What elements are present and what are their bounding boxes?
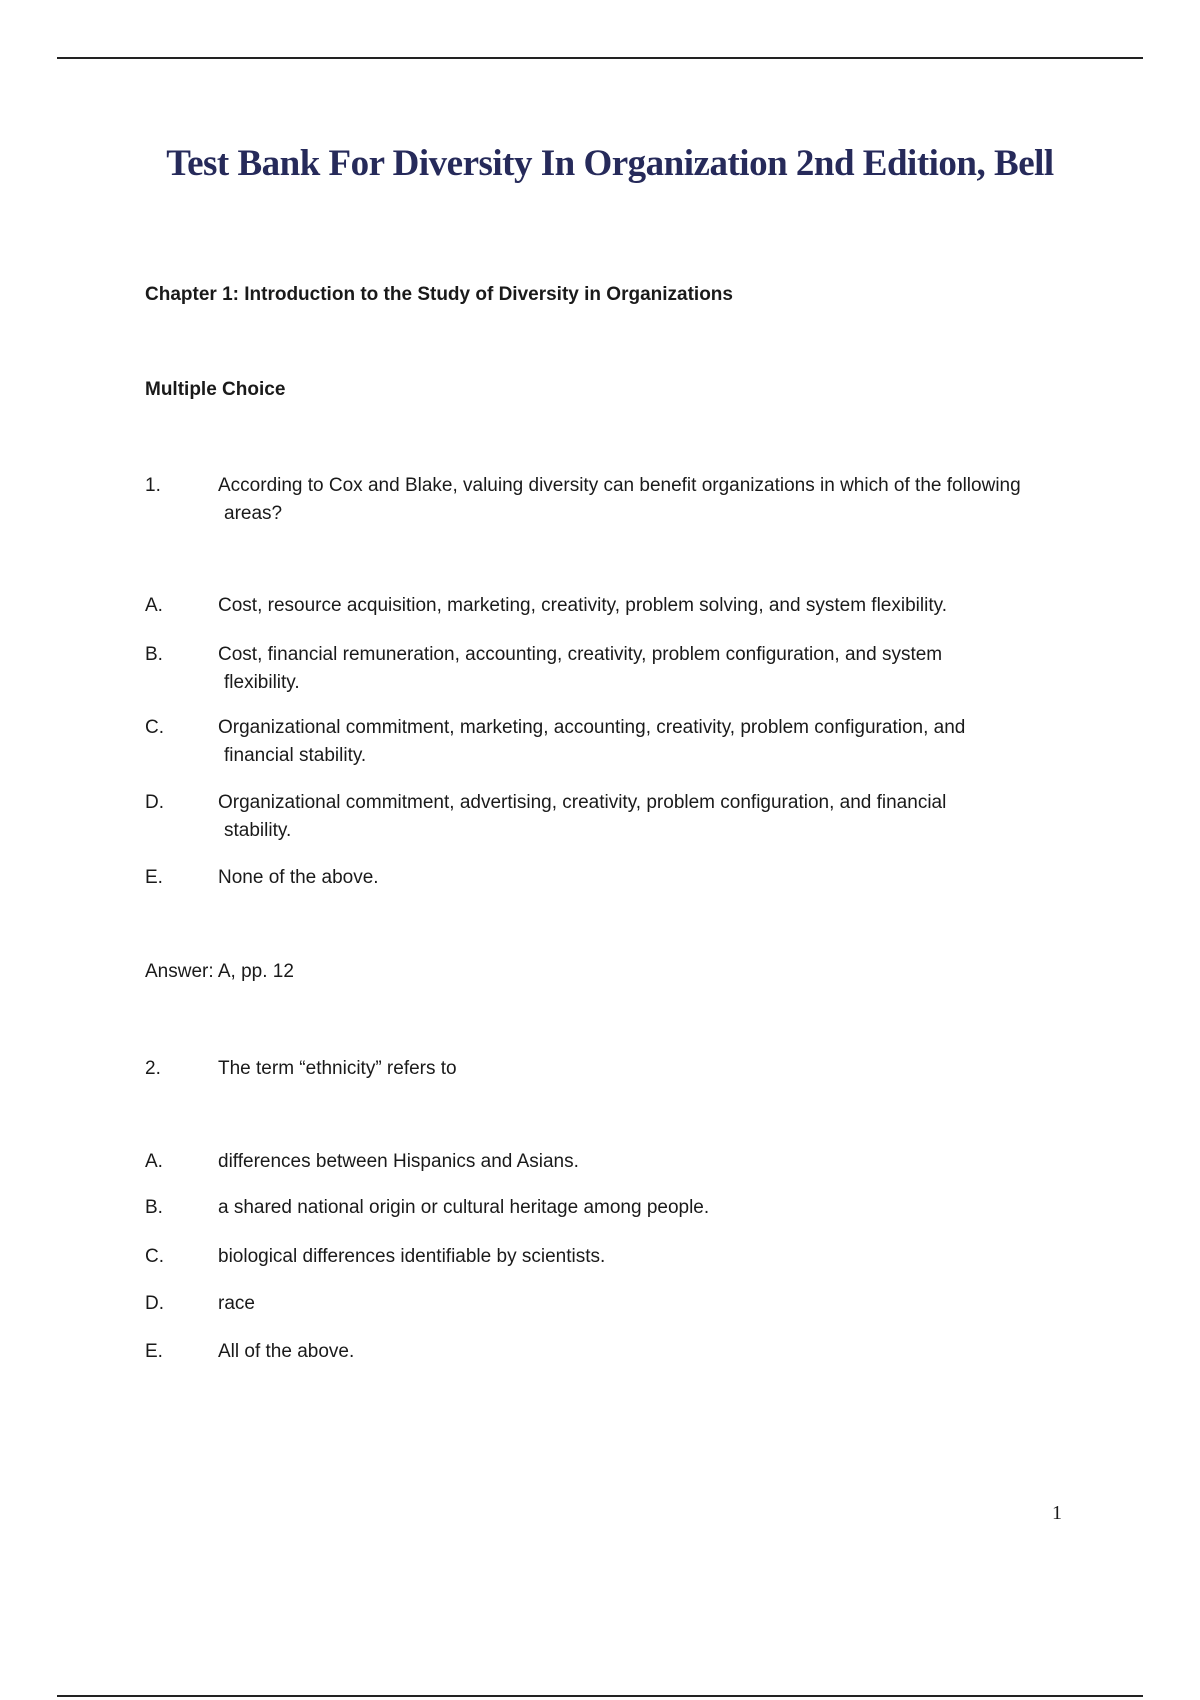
document-title: Test Bank For Diversity In Organization 2nd Edition, Bell [166, 143, 1054, 184]
option-1c [145, 714, 1085, 770]
option-1a [145, 592, 1085, 620]
option-text [218, 789, 1085, 845]
option-letter: E. [145, 1341, 163, 1362]
option-letter: A. [145, 595, 163, 616]
option-2e [145, 1338, 1085, 1366]
top-rule [57, 57, 1143, 59]
question-number: 1. [145, 475, 161, 496]
option-text [218, 714, 1085, 770]
option-letter: D. [145, 792, 164, 813]
question-text-continuation: areas? [224, 503, 283, 524]
answer-key: Answer: A, pp. 12 [145, 961, 294, 982]
option-text: biological differences identifiable by scientists. [218, 1246, 606, 1267]
option-text-line: Organizational commitment, advertising, creativity, problem configuration, and financial [218, 792, 947, 813]
option-1b [145, 641, 1085, 697]
question-text: The term “ethnicity” refers to [218, 1058, 457, 1079]
question-2 [145, 1055, 1085, 1083]
question-1 [145, 472, 1085, 528]
question-text-line: According to Cox and Blake, valuing diversity can benefit organizations in which of the following [218, 475, 1021, 496]
option-text [218, 641, 1085, 697]
option-letter: A. [145, 1151, 163, 1172]
option-text: Cost, resource acquisition, marketing, creativity, problem solving, and system flexibility. [218, 595, 947, 616]
option-2a [145, 1148, 1085, 1176]
section-heading: Multiple Choice [145, 379, 286, 400]
option-text: a shared national origin or cultural heritage among people. [218, 1197, 710, 1218]
option-text-line: Organizational commitment, marketing, accounting, creativity, problem configuration, and [218, 717, 966, 738]
option-letter: B. [145, 644, 163, 665]
option-letter: C. [145, 717, 164, 738]
option-1d [145, 789, 1085, 845]
question-text [218, 472, 1085, 528]
option-text: race [218, 1293, 255, 1314]
bottom-rule [57, 1695, 1143, 1697]
option-letter: C. [145, 1246, 164, 1267]
option-text: All of the above. [218, 1341, 355, 1362]
option-2d [145, 1290, 1085, 1318]
option-2c [145, 1243, 1085, 1271]
option-letter: E. [145, 867, 163, 888]
option-text: None of the above. [218, 867, 379, 888]
chapter-heading: Chapter 1: Introduction to the Study of Diversity in Organizations [145, 284, 733, 305]
option-text-continuation: stability. [224, 820, 292, 841]
option-text-continuation: flexibility. [224, 672, 300, 693]
option-1e [145, 864, 1085, 892]
option-text-line: Cost, financial remuneration, accounting, creativity, problem configuration, and system [218, 644, 943, 665]
option-letter: D. [145, 1293, 164, 1314]
option-text: differences between Hispanics and Asians. [218, 1151, 579, 1172]
option-text-continuation: financial stability. [224, 745, 367, 766]
option-2b [145, 1194, 1085, 1222]
question-number: 2. [145, 1058, 161, 1079]
option-letter: B. [145, 1197, 163, 1218]
page-number: 1 [1052, 1502, 1062, 1524]
